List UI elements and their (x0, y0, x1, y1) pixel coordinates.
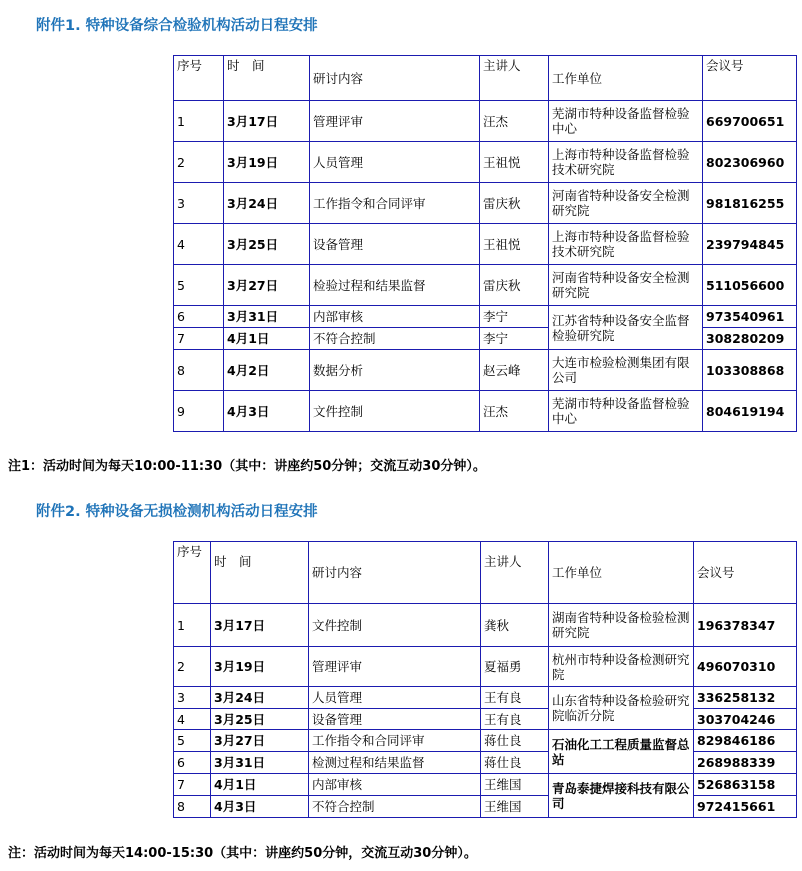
cell-speaker: 汪杰 (480, 101, 549, 142)
cell-unit: 青岛泰捷焊接科技有限公司 (549, 774, 694, 818)
cell-speaker: 蒋仕良 (481, 752, 549, 774)
table-header-row (174, 56, 797, 101)
cell-date: 3月27日 (211, 730, 309, 752)
cell-meeting: 496070310 (694, 647, 797, 687)
header-seq: 序号 (174, 542, 211, 604)
schedule-table-2 (173, 541, 797, 818)
cell-topic: 工作指令和合同评审 (309, 730, 481, 752)
cell-speaker: 王维国 (481, 774, 549, 796)
cell-speaker: 王有良 (481, 687, 549, 709)
table-row (174, 224, 797, 265)
cell-topic: 检验过程和结果监督 (310, 265, 480, 306)
cell-date: 3月25日 (224, 224, 310, 265)
header-speaker: 主讲人 (480, 56, 549, 101)
cell-date: 4月1日 (224, 328, 310, 350)
cell-seq: 1 (174, 101, 224, 142)
header-seq: 序号 (174, 56, 224, 101)
cell-date: 3月27日 (224, 265, 310, 306)
cell-seq: 3 (174, 687, 211, 709)
section2-note: 注：活动时间为每天14:00-15:30（其中：讲座约50分钟，交流互动30分钟）。 (8, 846, 477, 861)
cell-topic: 人员管理 (309, 687, 481, 709)
cell-seq: 7 (174, 774, 211, 796)
cell-meeting: 268988339 (694, 752, 797, 774)
header-topic: 研讨内容 (309, 542, 481, 604)
cell-unit: 上海市特种设备监督检验技术研究院 (549, 142, 703, 183)
cell-date: 3月31日 (211, 752, 309, 774)
cell-date: 3月24日 (211, 687, 309, 709)
cell-seq: 9 (174, 391, 224, 432)
cell-date: 3月24日 (224, 183, 310, 224)
cell-topic: 人员管理 (310, 142, 480, 183)
cell-seq: 2 (174, 647, 211, 687)
cell-meeting: 669700651 (703, 101, 797, 142)
cell-seq: 7 (174, 328, 224, 350)
cell-speaker: 王祖悦 (480, 142, 549, 183)
cell-speaker: 雷庆秋 (480, 183, 549, 224)
cell-meeting: 972415661 (694, 796, 797, 818)
table-row (174, 687, 797, 709)
cell-topic: 工作指令和合同评审 (310, 183, 480, 224)
cell-speaker: 汪杰 (480, 391, 549, 432)
cell-topic: 不符合控制 (309, 796, 481, 818)
table-row (174, 796, 797, 818)
cell-unit: 江苏省特种设备安全监督检验研究院 (549, 306, 703, 350)
section1-note: 注1：活动时间为每天10:00-11:30（其中：讲座约50分钟；交流互动30分钟）。 (8, 459, 486, 474)
header-time: 时 间 (211, 542, 309, 604)
cell-speaker: 李宁 (480, 328, 549, 350)
table-row (174, 774, 797, 796)
cell-unit: 石油化工工程质量监督总站 (549, 730, 694, 774)
cell-date: 4月3日 (224, 391, 310, 432)
cell-topic: 管理评审 (309, 647, 481, 687)
header-topic: 研讨内容 (310, 56, 480, 101)
cell-seq: 2 (174, 142, 224, 183)
cell-date: 4月3日 (211, 796, 309, 818)
cell-topic: 内部审核 (310, 306, 480, 328)
cell-unit: 芜湖市特种设备监督检验中心 (549, 391, 703, 432)
table-row (174, 306, 797, 328)
table-row (174, 183, 797, 224)
cell-speaker: 龚秋 (481, 604, 549, 647)
table-row (174, 328, 797, 350)
cell-seq: 6 (174, 306, 224, 328)
table-row (174, 752, 797, 774)
cell-meeting: 526863158 (694, 774, 797, 796)
cell-date: 3月19日 (224, 142, 310, 183)
cell-seq: 4 (174, 224, 224, 265)
cell-date: 3月17日 (224, 101, 310, 142)
header-meeting: 会议号 (694, 542, 797, 604)
cell-speaker: 李宁 (480, 306, 549, 328)
cell-date: 3月25日 (211, 709, 309, 730)
section1-heading: 附件1. 特种设备综合检验机构活动日程安排 (36, 18, 318, 34)
cell-seq: 8 (174, 350, 224, 391)
cell-unit: 芜湖市特种设备监督检验中心 (549, 101, 703, 142)
cell-meeting: 196378347 (694, 604, 797, 647)
cell-speaker: 王祖悦 (480, 224, 549, 265)
cell-speaker: 赵云峰 (480, 350, 549, 391)
cell-unit: 湖南省特种设备检验检测研究院 (549, 604, 694, 647)
cell-unit: 上海市特种设备监督检验技术研究院 (549, 224, 703, 265)
cell-speaker: 王有良 (481, 709, 549, 730)
cell-seq: 1 (174, 604, 211, 647)
cell-seq: 3 (174, 183, 224, 224)
cell-unit: 大连市检验检测集团有限公司 (549, 350, 703, 391)
cell-meeting: 511056600 (703, 265, 797, 306)
cell-meeting: 308280209 (703, 328, 797, 350)
cell-topic: 文件控制 (310, 391, 480, 432)
cell-topic: 检测过程和结果监督 (309, 752, 481, 774)
cell-topic: 内部审核 (309, 774, 481, 796)
cell-date: 3月17日 (211, 604, 309, 647)
cell-unit: 杭州市特种设备检测研究院 (549, 647, 694, 687)
cell-date: 4月2日 (224, 350, 310, 391)
table-row (174, 265, 797, 306)
header-unit: 工作单位 (549, 542, 694, 604)
cell-date: 3月31日 (224, 306, 310, 328)
header-meeting: 会议号 (703, 56, 797, 101)
cell-topic: 设备管理 (309, 709, 481, 730)
table-row (174, 391, 797, 432)
header-unit: 工作单位 (549, 56, 703, 101)
cell-speaker: 王维国 (481, 796, 549, 818)
table-row (174, 350, 797, 391)
cell-unit: 河南省特种设备安全检测研究院 (549, 183, 703, 224)
cell-meeting: 336258132 (694, 687, 797, 709)
cell-unit: 山东省特种设备检验研究院临沂分院 (549, 687, 694, 730)
cell-date: 3月19日 (211, 647, 309, 687)
cell-meeting: 973540961 (703, 306, 797, 328)
cell-topic: 不符合控制 (310, 328, 480, 350)
cell-meeting: 804619194 (703, 391, 797, 432)
table-row (174, 647, 797, 687)
cell-seq: 5 (174, 265, 224, 306)
cell-seq: 4 (174, 709, 211, 730)
cell-meeting: 303704246 (694, 709, 797, 730)
header-speaker: 主讲人 (481, 542, 549, 604)
cell-topic: 文件控制 (309, 604, 481, 647)
cell-seq: 8 (174, 796, 211, 818)
cell-seq: 5 (174, 730, 211, 752)
cell-unit: 河南省特种设备安全检测研究院 (549, 265, 703, 306)
cell-speaker: 雷庆秋 (480, 265, 549, 306)
header-time: 时 间 (224, 56, 310, 101)
cell-meeting: 802306960 (703, 142, 797, 183)
cell-topic: 管理评审 (310, 101, 480, 142)
cell-speaker: 蒋仕良 (481, 730, 549, 752)
table-row (174, 730, 797, 752)
cell-date: 4月1日 (211, 774, 309, 796)
cell-topic: 数据分析 (310, 350, 480, 391)
table-row (174, 709, 797, 730)
section2-heading: 附件2. 特种设备无损检测机构活动日程安排 (36, 504, 318, 520)
cell-meeting: 239794845 (703, 224, 797, 265)
cell-topic: 设备管理 (310, 224, 480, 265)
table-header-row (174, 542, 797, 604)
table-row (174, 142, 797, 183)
cell-speaker: 夏福勇 (481, 647, 549, 687)
cell-meeting: 103308868 (703, 350, 797, 391)
table-row (174, 101, 797, 142)
schedule-table-1 (173, 55, 797, 432)
table-row (174, 604, 797, 647)
cell-meeting: 981816255 (703, 183, 797, 224)
cell-seq: 6 (174, 752, 211, 774)
cell-meeting: 829846186 (694, 730, 797, 752)
